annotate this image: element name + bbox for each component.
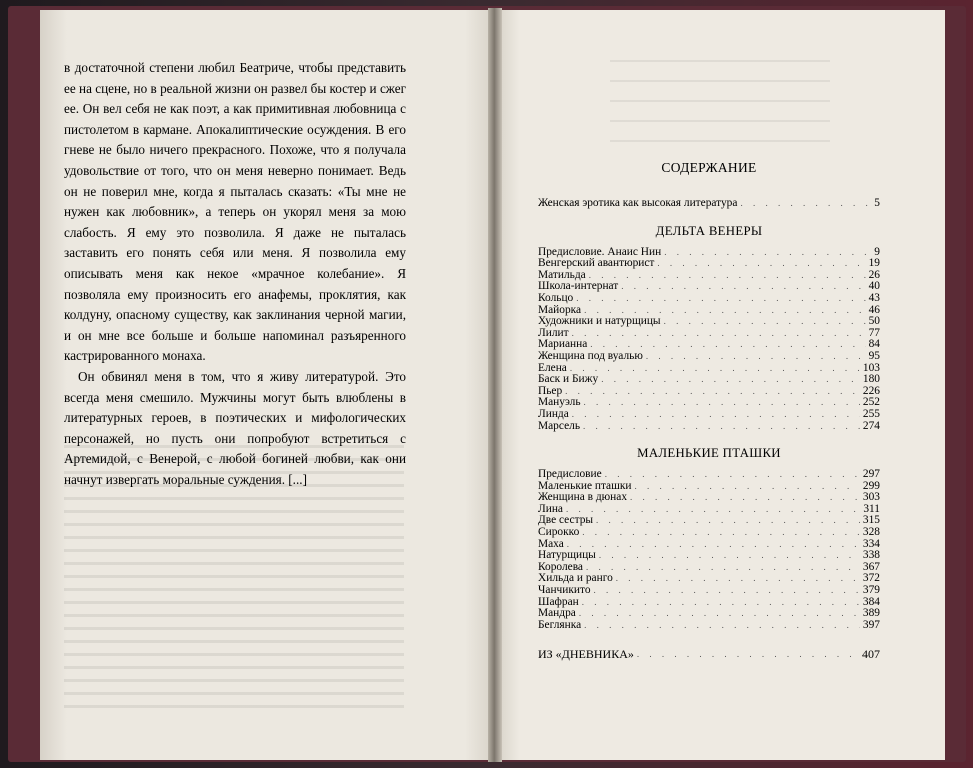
toc-entry-page: 315 [862, 514, 880, 527]
dot-leader [572, 409, 860, 421]
toc-entry-page: 9 [874, 245, 880, 258]
toc-entry [538, 316, 880, 328]
toc-entry-page: 5 [874, 197, 880, 209]
toc-entry [538, 421, 880, 433]
dot-leader [567, 539, 860, 551]
toc-entry-title: Мандра [538, 607, 576, 620]
toc-entry-title: Пьер [538, 384, 563, 397]
toc-entry [538, 620, 880, 632]
toc-entry [538, 585, 880, 597]
toc-entry [538, 258, 880, 270]
toc-entry-page: 389 [862, 607, 880, 620]
dot-leader [566, 504, 860, 516]
toc-entry-title: Маленькие пташки [538, 479, 632, 492]
toc-entry-page: 50 [868, 315, 880, 328]
toc-entry-page: 84 [868, 338, 880, 351]
left-page-body [64, 58, 406, 490]
toc-entry-page: 274 [862, 419, 880, 432]
toc-entry-title: Женщина в дюнах [538, 491, 628, 504]
toc-entry-page: 299 [862, 479, 880, 492]
toc-entry-title: Чанчикито [538, 584, 591, 597]
toc-entry-title: Линда [538, 407, 569, 420]
dot-leader [664, 247, 871, 259]
toc-entry-title: Школа-интернат [538, 280, 619, 293]
toc-entry-title: Две сестры [538, 514, 594, 527]
toc-entry [538, 515, 880, 527]
dot-leader [637, 647, 859, 661]
toc-entry-page: 77 [868, 326, 880, 339]
dot-leader [605, 469, 860, 481]
dot-leader [664, 316, 866, 328]
toc-entry-title: Елена [538, 361, 567, 374]
toc-entry [538, 492, 880, 504]
dot-leader [570, 363, 860, 375]
toc-entry-title: Хильда и ранго [538, 572, 613, 585]
toc-entry-page: 46 [868, 303, 880, 316]
dot-leader [582, 527, 860, 539]
toc-entry-title: Натурщицы [538, 549, 596, 562]
dot-leader [635, 481, 860, 493]
show-through-text-right [610, 60, 830, 150]
toc-entry-title: Матильда [538, 268, 586, 281]
paragraph: в достаточной степени любил Беатриче, чтобы представить ее на сцене, но в реальной жизни он развел бы костер и сжег ее. Он вел себя не как поэт, а как примитивная любовница с пистолетом в кармане. Апокалиптические осуждения. В его гневе не было ничего прекрасного. Похоже, что я получала удовольствие от того, что он меня неверно понимает. Ведь он не поверил мне, когда я пыталась сказать: «Ты мне не нужен как любовник», а теперь он укорял меня за мою слабость. Я ему это позволила. Я даже не пыталась заставить его понять себя или меня. Я позволила ему описывать меня как некое «мрачное колебание». Я позволяла ему произносить его анафемы, проклятия, как колдуну, опасному существу, как заклинания черной магии, и он мне все больше и больше напоминал разъяренного кастрированного монаха. [64, 60, 406, 364]
toc-entry-title: Лина [538, 502, 563, 515]
toc-entry [538, 281, 880, 293]
toc-entry-page: 334 [862, 537, 880, 550]
toc-entry-title: Беглянка [538, 618, 582, 631]
toc-entry-title: Баск и Бижу [538, 373, 599, 386]
toc-entry-title: Шафран [538, 595, 579, 608]
toc-entry-page: 252 [862, 396, 880, 409]
toc-entry-page: 311 [863, 502, 880, 515]
dot-leader [630, 492, 860, 504]
paragraph: Он обвинял меня в том, что я живу литературой. Это всегда меня смешило. Мужчины могут быть влюблены в литературных героев, в поэтических и мифологических персонажей, но пусть они попробуют встретиться с Артемидой, с Венерой, с любой богиней любви, как они начнут извергать моральные суждения. [...] [64, 368, 406, 487]
dot-leader [599, 550, 860, 562]
toc-entry-page: 328 [862, 526, 880, 539]
toc-entry-title: Женщина под вуалью [538, 349, 643, 362]
toc-entry-title: ИЗ «ДНЕВНИКА» [538, 647, 634, 662]
dot-leader [740, 198, 871, 210]
toc-entry [538, 351, 880, 363]
dot-leader [584, 397, 860, 409]
toc-entry-page: 379 [862, 584, 880, 597]
toc-entry [538, 527, 880, 539]
dot-leader [657, 258, 865, 270]
dot-leader [646, 351, 866, 363]
toc-entry [538, 409, 880, 421]
toc-entry-page: 367 [862, 560, 880, 573]
toc-entry-page: 303 [862, 491, 880, 504]
toc-entry [538, 374, 880, 386]
toc-entry-page: 372 [862, 572, 880, 585]
dot-leader [596, 515, 860, 527]
toc-entry-title: Художники и натурщицы [538, 315, 661, 328]
toc-title: СОДЕРЖАНИЕ [661, 160, 757, 175]
toc-entry-page: 26 [868, 268, 880, 281]
dot-leader [584, 620, 860, 632]
toc-entry-page: 40 [868, 280, 880, 293]
dot-leader [601, 374, 860, 386]
table-of-contents [538, 160, 880, 661]
toc-entry-title: Женская эротика как высокая литература [538, 197, 738, 209]
toc-section-title: ДЕЛЬТА ВЕНЕРЫ [655, 223, 763, 238]
book-gutter [488, 8, 502, 762]
toc-entry-title: Сирокко [538, 526, 580, 539]
toc-entry-page: 255 [862, 407, 880, 420]
toc-entry-title: Марсель [538, 419, 581, 432]
toc-entry-title: Предисловие [538, 468, 602, 481]
toc-entry-title: Венгерский авантюрист [538, 257, 655, 270]
toc-entry-page: 407 [862, 647, 880, 662]
toc-entry [538, 293, 880, 305]
toc-entry-page: 384 [862, 595, 880, 608]
toc-entry-title: Майорка [538, 303, 582, 316]
dot-leader [579, 608, 860, 620]
toc-entry-page: 297 [862, 468, 880, 481]
toc-entry-title: Марианна [538, 338, 588, 351]
dot-leader [586, 562, 860, 574]
toc-entry [538, 608, 880, 620]
toc-entry-page: 338 [862, 549, 880, 562]
toc-entry [538, 397, 880, 409]
toc-entry-page: 226 [862, 384, 880, 397]
toc-entry [538, 386, 880, 398]
dot-leader [621, 281, 865, 293]
dot-leader [594, 585, 860, 597]
toc-entry [538, 198, 880, 210]
toc-entry [538, 550, 880, 562]
toc-entry-title: Мануэль [538, 396, 581, 409]
toc-entry [538, 597, 880, 609]
dot-leader [616, 573, 860, 585]
toc-entry-page: 19 [868, 257, 880, 270]
toc-entry-title: Предисловие. Анаис Нин [538, 245, 662, 258]
dot-leader [572, 328, 866, 340]
toc-entry [538, 328, 880, 340]
toc-section-title: МАЛЕНЬКИЕ ПТАШКИ [637, 446, 781, 461]
toc-entry-title: Лилит [538, 326, 569, 339]
dot-leader [583, 421, 860, 433]
toc-entry-page: 43 [868, 291, 880, 304]
toc-sections [538, 224, 880, 632]
toc-entry-title: Королева [538, 560, 583, 573]
toc-entry-title: Кольцо [538, 291, 574, 304]
toc-entry [538, 469, 880, 481]
toc-entry-page: 103 [862, 361, 880, 374]
toc-entry-page: 95 [868, 349, 880, 362]
dot-leader [582, 597, 860, 609]
dot-leader [565, 386, 860, 398]
toc-entry-final [538, 647, 880, 661]
toc-entry-title: Маха [538, 537, 564, 550]
toc-entry-page: 397 [862, 618, 880, 631]
toc-entry-page: 180 [862, 373, 880, 386]
dot-leader [589, 270, 866, 282]
dot-leader [576, 293, 865, 305]
